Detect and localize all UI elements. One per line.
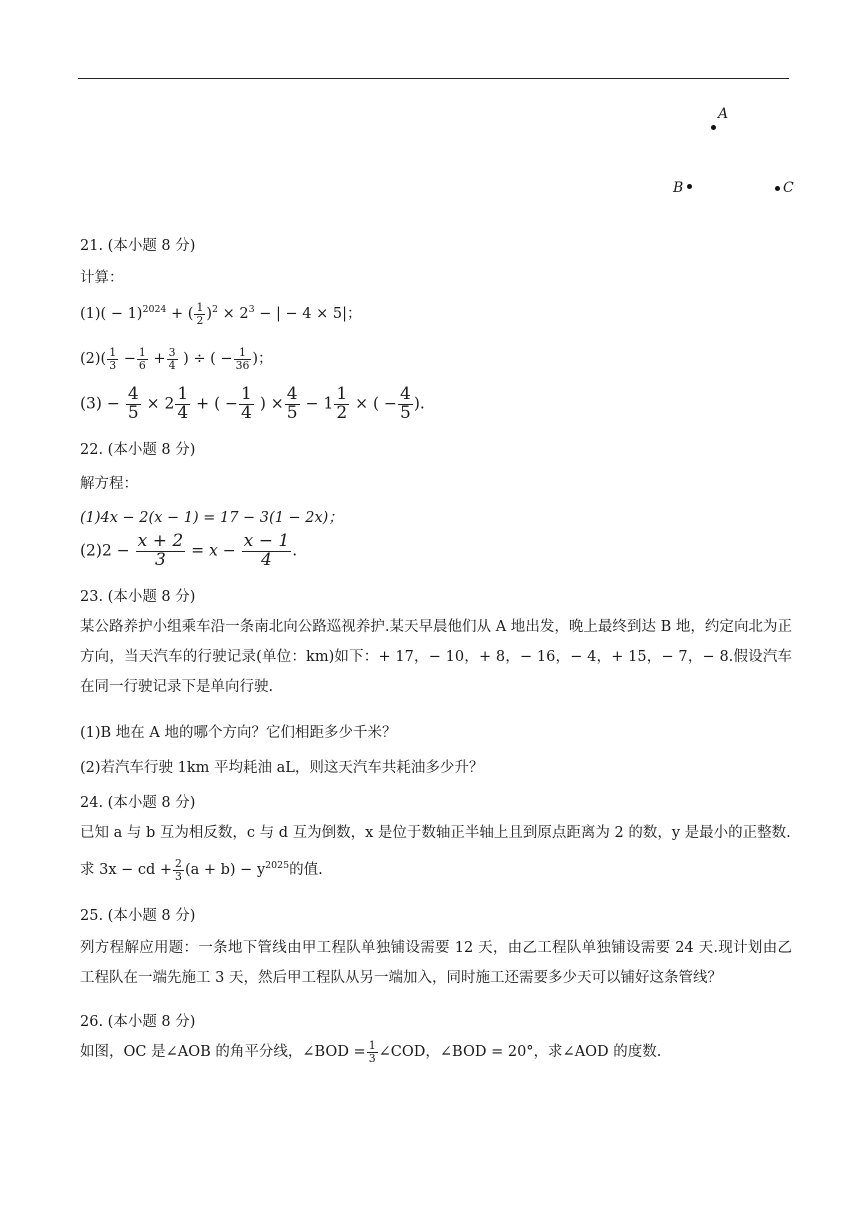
q21-header: 21. (本小题 8 分) [80, 238, 196, 254]
point-c-dot [775, 186, 780, 191]
point-a-dot [711, 125, 716, 130]
q22-header: 22. (本小题 8 分) [80, 442, 196, 458]
point-b-label: B [673, 180, 684, 196]
q26-text: 如图，OC 是∠AOB 的角平分线，∠BOD = $\frac{1}{3}$ ∠COD，∠BOD = 20°，求∠AOD 的度数. [80, 1039, 662, 1065]
q23-text: 某公路养护小组乘车沿一条南北向公路巡视养护.某天早晨他们从 A 地出发，晚上最终到达 B 地，约定向北为正方向，当天汽车的行驶记录(单位：km)如下：+ 17，− 10，+ 8，− 16，− 4，+ 15，− 7，− 8.假设汽车在同一行驶记录下是单向行驶. [80, 619, 792, 695]
q23-question-1: (1)B 地在 A 地的哪个方向？它们相距多少千米？ [80, 725, 397, 741]
q24-text: 已知 a 与 b 互为相反数，c 与 d 互为倒数，x 是位于数轴正半轴上且到原点距离为 2 的数，y 是最小的正整数. [80, 825, 791, 841]
point-a-label: A [718, 106, 729, 122]
point-c-label: C [783, 180, 794, 196]
q21-intro: 计算： [80, 270, 124, 286]
q25-header: 25. (本小题 8 分) [80, 908, 196, 924]
point-b-dot [687, 184, 692, 189]
q25-text: 列方程解应用题：一条地下管线由甲工程队单独铺设需要 12 天，由乙工程队单独铺设需要 24 天.现计划由乙工程队在一端先施工 3 天，然后甲工程队从另一端加入，同时施工还需要多少天可以铺好这条管线？ [80, 940, 792, 986]
q21-part1: $(1)( - 1)^{2024}$ + ( $\frac{1}{2}$ )$^2 \times 2^3$ − | − 4 × 5|； [80, 301, 362, 327]
q23-header: 23. (本小题 8 分) [80, 589, 196, 605]
header-rule [78, 78, 789, 79]
q22-part1: (1)4x − 2(x − 1) = 17 − 3(1 − 2x)； [80, 510, 343, 526]
q22-intro: 解方程： [80, 476, 138, 492]
q21-part2: (2)( $\frac{1}{3}$ − $\frac{1}{6}$ + $\frac{3}{4}$ ) ÷ ( − $\frac{1}{36}$ )； [80, 346, 273, 372]
q21-part3: (3) − $\frac{4}{5}$ × 2 $\frac{1}{4}$ + ( − $\frac{1}{4}$ ) × $\frac{4}{5}$ − 1 $\frac{1}{2}$ × ( − $\frac{4}{5}$ ). [80, 384, 425, 423]
q24-header: 24. (本小题 8 分) [80, 795, 196, 811]
q23-question-2: (2)若汽车行驶 1km 平均耗油 aL，则这天汽车共耗油多少升？ [80, 760, 484, 776]
q22-part2: (2)2 − $\frac{x + 2}{3}$ = x − $\frac{x - 1}{4}$ . [80, 531, 298, 570]
q26-header: 26. (本小题 8 分) [80, 1014, 196, 1030]
q24-expression: 求 3x − cd + $\frac{2}{3}$ $(a + b) - y^{2025}$的值. [80, 857, 323, 883]
